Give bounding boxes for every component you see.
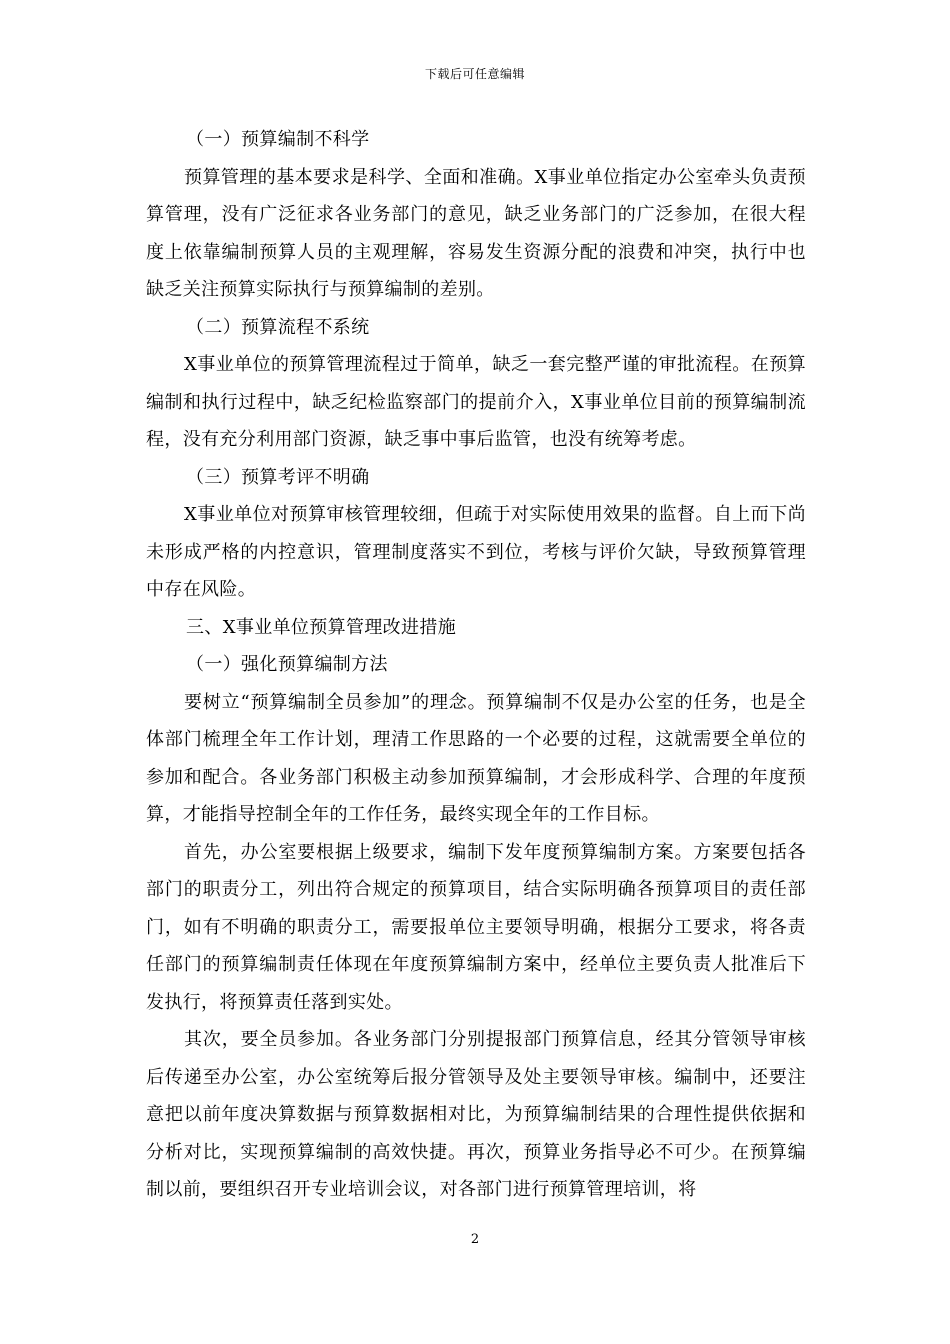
paragraph-6: 其次，要全员参加。各业务部门分别提报部门预算信息，经其分管领导审核后传递至办公室，办公室统筹后报分管领导及处主要领导审核。编制中，还要注意把以前年度决算数据与预算数据相对比，为预算编制结果的合理性提供依据和分析对比，实现预算编制的高效快捷。再次，预算业务指导必不可少。在预算编制以前，要组织召开专业培训会议，对各部门进行预算管理培训，将: [146, 1029, 806, 1200]
paragraph-1: 预算管理的基本要求是科学、全面和准确。X事业单位指定办公室牵头负责预算管理，没有广泛征求各业务部门的意见，缺乏业务部门的广泛参加，在很大程度上依靠编制预算人员的主观理解，容易发生资源分配的浪费和冲突，执行中也缺乏关注预算实际执行与预算编制的差别。: [146, 166, 806, 300]
page-number: 2: [470, 1232, 480, 1247]
section-heading-4: （一）强化预算编制方法: [186, 654, 388, 675]
section-heading-3: （三）预算考评不明确: [186, 466, 370, 488]
paragraph-3: X事业单位对预算审核管理较细，但疏于对实际使用效果的监督。自上而下尚未形成严格的内控意识，管理制度落实不到位，考核与评价欠缺，导致预算管理中存在风险。: [146, 504, 806, 600]
paragraph-2: X事业单位的预算管理流程过于简单，缺乏一套完整严谨的审批流程。在预算编制和执行过程中，缺乏纪检监察部门的提前介入，X事业单位目前的预算编制流程，没有充分利用部门资源，缺乏事中事后监管，也没有统筹考虑。: [146, 354, 806, 450]
page-header: 下载后可任意编辑: [424, 67, 525, 81]
document-body: [146, 121, 806, 1209]
chapter-heading: 三、X事业单位预算管理改进措施: [186, 616, 457, 638]
section-heading-2: （二）预算流程不系统: [186, 316, 370, 338]
section-heading-1: （一）预算编制不科学: [186, 129, 370, 150]
paragraph-5: 首先，办公室要根据上级要求，编制下发年度预算编制方案。方案要包括各部门的职责分工，列出符合规定的预算项目，结合实际明确各预算项目的责任部门，如有不明确的职责分工，需要报单位主要领导明确，根据分工要求，将各责任部门的预算编制责任体现在年度预算编制方案中，经单位主要负责人批准后下发执行，将预算责任落到实处。: [146, 841, 806, 1013]
paragraph-4: 要树立“预算编制全员参加”的理念。预算编制不仅是办公室的任务，也是全体部门梳理全年工作计划，理清工作思路的一个必要的过程，这就需要全单位的参加和配合。各业务部门积极主动参加预算编制，才会形成科学、合理的年度预算，才能指导控制全年的工作任务，最终实现全年的工作目标。: [146, 691, 806, 825]
